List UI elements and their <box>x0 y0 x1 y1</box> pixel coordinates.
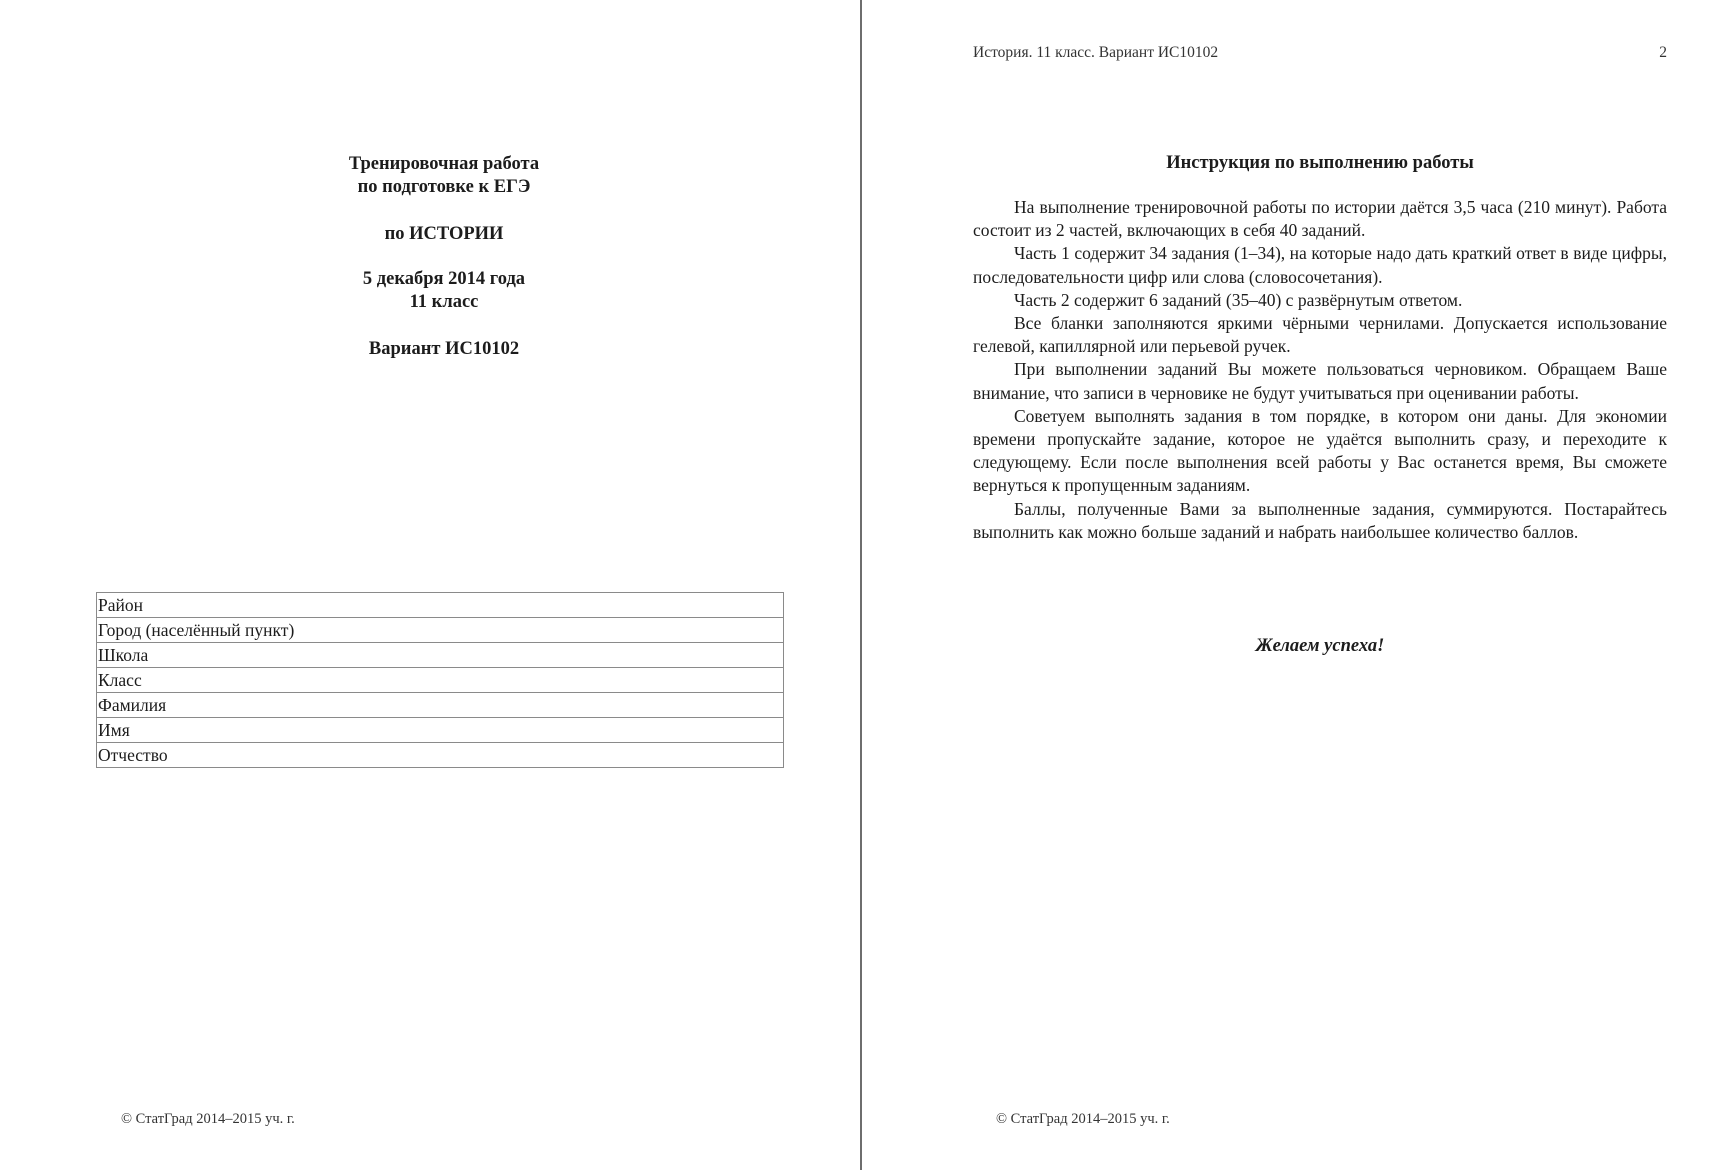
paragraph: Часть 1 содержит 34 задания (1–34), на которые надо дать краткий ответ в виде цифры, последовательности цифр или слова (словосочетания). <box>973 243 1667 287</box>
table-row <box>97 593 784 618</box>
paragraph: При выполнении заданий Вы можете пользоваться черновиком. Обращаем Ваше внимание, что записи в черновике не будут учитываться при оценивании работы. <box>973 359 1667 403</box>
table-row <box>97 743 784 768</box>
student-info-table <box>96 592 784 768</box>
paragraph: На выполнение тренировочной работы по истории даётся 3,5 часа (210 минут). Работа состоит из 2 частей, включающих в себя 40 заданий. <box>973 197 1667 241</box>
field-patronymic[interactable]: Отчество <box>97 743 784 768</box>
title-line-2: по подготовке к ЕГЭ <box>357 177 531 197</box>
table-row <box>97 693 784 718</box>
document-title <box>0 153 888 199</box>
header-text: История. 11 класс. Вариант ИС10102 <box>973 44 1219 61</box>
field-school[interactable]: Школа <box>97 643 784 668</box>
subject-title <box>0 223 888 246</box>
instructions-body <box>973 196 1667 544</box>
variant-line: Вариант ИС10102 <box>368 339 520 359</box>
date-block <box>0 268 888 314</box>
table-row <box>97 718 784 743</box>
title-line-1: Тренировочная работа <box>348 154 540 174</box>
table-row <box>97 643 784 668</box>
instructions-title: Инструкция по выполнению работы <box>1166 153 1474 173</box>
copyright-left: © СтатГрад 2014–2015 уч. г. <box>121 1111 295 1127</box>
paragraph: Баллы, полученные Вами за выполненные задания, суммируются. Постарайтесь выполнить как можно больше заданий и набрать наибольшее количество баллов. <box>973 498 1667 542</box>
variant-block <box>0 338 888 361</box>
page-divider <box>860 0 862 1170</box>
table-row <box>97 618 784 643</box>
date-line: 5 декабря 2014 года <box>362 269 526 289</box>
grade-line: 11 класс <box>409 292 479 312</box>
field-name[interactable]: Имя <box>97 718 784 743</box>
paragraph: Часть 2 содержит 6 заданий (35–40) с развёрнутым ответом. <box>1014 289 1463 310</box>
left-page <box>0 0 860 1170</box>
running-header <box>973 44 1667 62</box>
closing-wish: Желаем успеха! <box>1255 636 1385 656</box>
paragraph: Все бланки заполняются яркими чёрными чернилами. Допускается использование гелевой, капиллярной или перьевой ручек. <box>973 313 1667 357</box>
field-class[interactable]: Класс <box>97 668 784 693</box>
field-surname[interactable]: Фамилия <box>97 693 784 718</box>
table-row <box>97 668 784 693</box>
subject-line: по ИСТОРИИ <box>384 224 504 244</box>
field-city[interactable]: Город (населённый пункт) <box>97 618 784 643</box>
page-number: 2 <box>1659 44 1667 61</box>
paragraph: Советуем выполнять задания в том порядке, в котором они даны. Для экономии времени пропускайте задание, которое не удаётся выполнить сразу, и переходите к следующему. Если после выполнения всей работы у Вас останется время, Вы сможете вернуться к пропущенным заданиям. <box>973 405 1667 496</box>
field-district[interactable]: Район <box>97 593 784 618</box>
copyright-right: © СтатГрад 2014–2015 уч. г. <box>996 1111 1170 1127</box>
right-page <box>864 0 1722 1170</box>
